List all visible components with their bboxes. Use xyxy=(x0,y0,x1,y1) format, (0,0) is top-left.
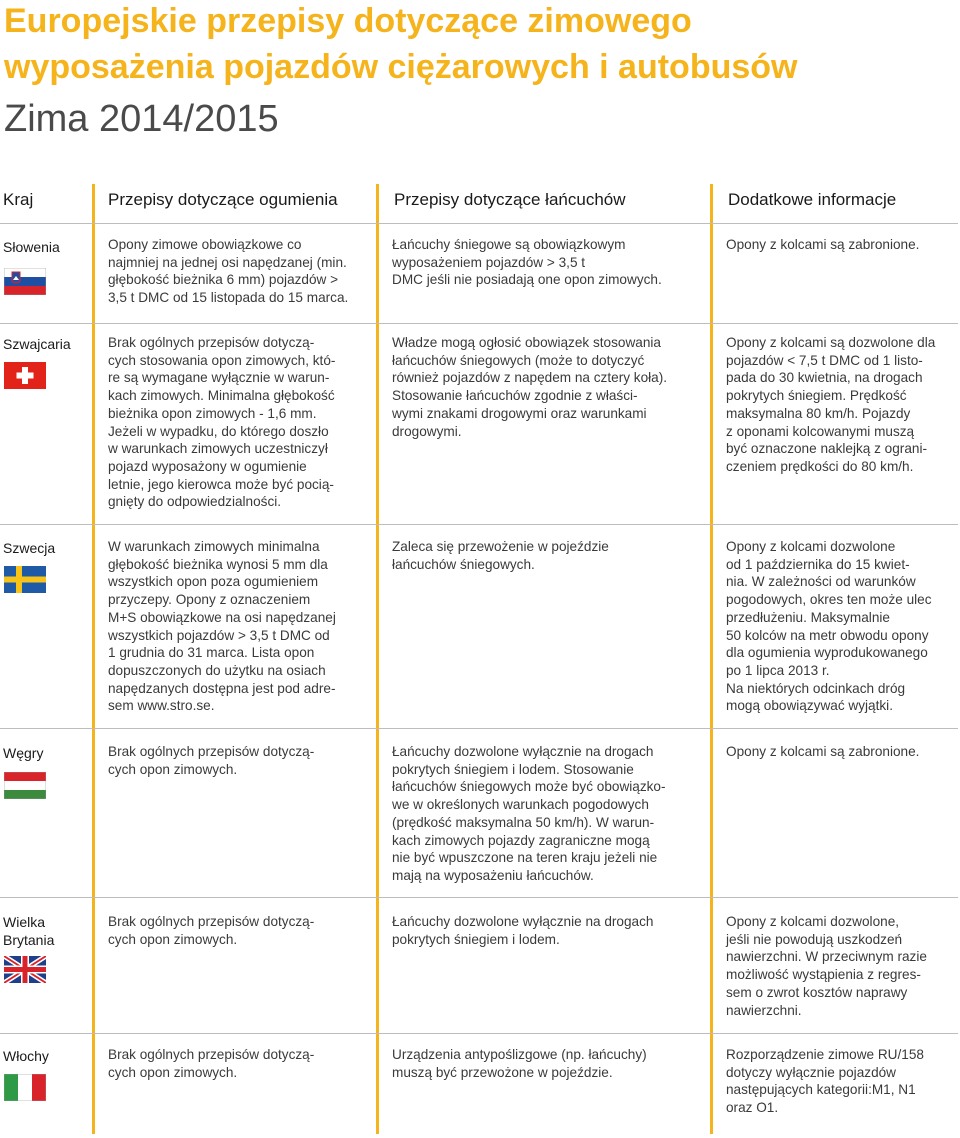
row-divider xyxy=(0,223,958,224)
row-divider xyxy=(0,728,958,729)
tires-rule: Brak ogólnych przepisów dotyczą- cych stosowania opon zimowych, któ- re są wymagane wyłącznie w warun- kach zimowych. Minimalna głębokość bieżnika opon zimowych - 1,6 mm. Jeżeli w wypadku, do którego doszło w warunkach zimowych uczestniczył pojazd wyposażony w ogumienie letnie, jego kierowca może być pocią- gnięty do odpowiedzialności. xyxy=(108,335,336,510)
country-name: Słowenia xyxy=(3,239,60,255)
row-divider xyxy=(0,1033,958,1034)
column-divider xyxy=(376,184,379,1134)
extra-info: Opony z kolcami są dozwolone dla pojazdów < 7,5 t DMC od 1 listo- pada do 30 kwietnia, na drogach pokrytych śniegiem. Prędkość maksymalna 80 km/h. Pojazdy z oponami kolcowanymi muszą być oznaczone naklejką z ograni- czeniem prędkości do 80 km/h. xyxy=(726,335,936,474)
chains-rule: Władze mogą ogłosić obowiązek stosowania łańcuchów śniegowych (może to dotyczyć również pojazdów z napędem na cztery koła). Stosowanie łańcuchów zgodnie z właści- wymi znakami drogowymi oraz warunkami drogowymi. xyxy=(392,335,668,439)
subtitle: Zima 2014/2015 xyxy=(4,98,279,140)
tires-rule: Opony zimowe obowiązkowe co najmniej na jednej osi napędzanej (min. głębokość bieżnika 6 mm) pojazdów > 3,5 t DMC od 15 listopada do 15 marca. xyxy=(108,237,349,306)
header-chains: Przepisy dotyczące łańcuchów xyxy=(394,190,626,209)
hungary-flag-icon xyxy=(4,772,46,799)
extra-info: Rozporządzenie zimowe RU/158 dotyczy wyłącznie pojazdów następujących kategorii:M1, N1 oraz O1. xyxy=(726,1047,924,1116)
chains-rule: Łańcuchy dozwolone wyłącznie na drogach pokrytych śniegiem i lodem. xyxy=(392,914,654,947)
chains-rule: Łańcuchy śniegowe są obowiązkowym wyposażeniem pojazdów > 3,5 t DMC jeśli nie posiadają one opon zimowych. xyxy=(392,237,662,288)
title-line-1: Europejskie przepisy dotyczące zimowego xyxy=(4,2,692,40)
extra-info: Opony z kolcami są zabronione. xyxy=(726,744,920,759)
tires-rule: Brak ogólnych przepisów dotyczą- cych opon zimowych. xyxy=(108,914,315,947)
header-tires: Przepisy dotyczące ogumienia xyxy=(108,190,338,209)
extra-info: Opony z kolcami dozwolone, jeśli nie powodują uszkodzeń nawierzchni. W przeciwnym razie możliwość wystąpienia z regres- sem o zwrot kosztów naprawy nawierzchni. xyxy=(726,914,927,1018)
tires-rule: Brak ogólnych przepisów dotyczą- cych opon zimowych. xyxy=(108,1047,315,1080)
country-name: Włochy xyxy=(3,1048,49,1064)
sweden-flag-icon xyxy=(4,566,46,593)
title-line-2: wyposażenia pojazdów ciężarowych i autobusów xyxy=(4,48,798,86)
country-name: Szwajcaria xyxy=(3,336,71,352)
tires-rule: W warunkach zimowych minimalna głębokość bieżnika wynosi 5 mm dla wszystkich opon poza ogumieniem przyczepy. Opony z oznaczeniem M+S obowiązkowe na osi napędzanej wszystkich pojazdów > 3,5 t DMC od 1 grudnia do 31 marca. Lista opon dopuszczonych do użytku na osiach napędzanych dostępna jest pod adre- sem www.stro.se. xyxy=(108,539,336,714)
slovenia-flag-icon xyxy=(4,268,46,295)
chains-rule: Łańcuchy dozwolone wyłącznie na drogach pokrytych śniegiem i lodem. Stosowanie łańcuchów śniegowych może być obowiązko- we w określonych warunkach pogodowych (prędkość maksymalna 50 km/h). W warun- kach zimowych pojazdy zagraniczne mogą nie być wpuszczone na teren kraju jeżeli nie mają na wyposażeniu łańcuchów. xyxy=(392,744,666,883)
header-country: Kraj xyxy=(3,190,34,209)
country-name: Wielka Brytania xyxy=(3,914,55,948)
extra-info: Opony z kolcami dozwolone od 1 października do 15 kwiet- nia. W zależności od warunków pogodowych, okres ten może ulec przedłużeniu. Maksymalnie 50 kolców na metr obwodu opony dla ogumienia wyprodukowanego po 1 lipca 2013 r. Na niektórych odcinkach dróg mogą obowiązywać wyjątki. xyxy=(726,539,932,714)
country-name: Szwecja xyxy=(3,540,56,556)
header-extra: Dodatkowe informacje xyxy=(728,190,897,209)
italy-flag-icon xyxy=(4,1074,46,1101)
chains-rule: Urządzenia antypoślizgowe (np. łańcuchy) muszą być przewożone w pojeździe. xyxy=(392,1047,647,1080)
row-divider xyxy=(0,524,958,525)
row-divider xyxy=(0,897,958,898)
switzerland-flag-icon xyxy=(4,362,46,389)
tires-rule: Brak ogólnych przepisów dotyczą- cych opon zimowych. xyxy=(108,744,315,777)
chains-rule: Zaleca się przewożenie w pojeździe łańcuchów śniegowych. xyxy=(392,539,609,572)
row-divider xyxy=(0,323,958,324)
column-divider xyxy=(710,184,713,1134)
extra-info: Opony z kolcami są zabronione. xyxy=(726,237,920,252)
column-divider xyxy=(92,184,95,1134)
uk-flag-icon xyxy=(4,956,46,983)
country-name: Węgry xyxy=(3,745,44,761)
